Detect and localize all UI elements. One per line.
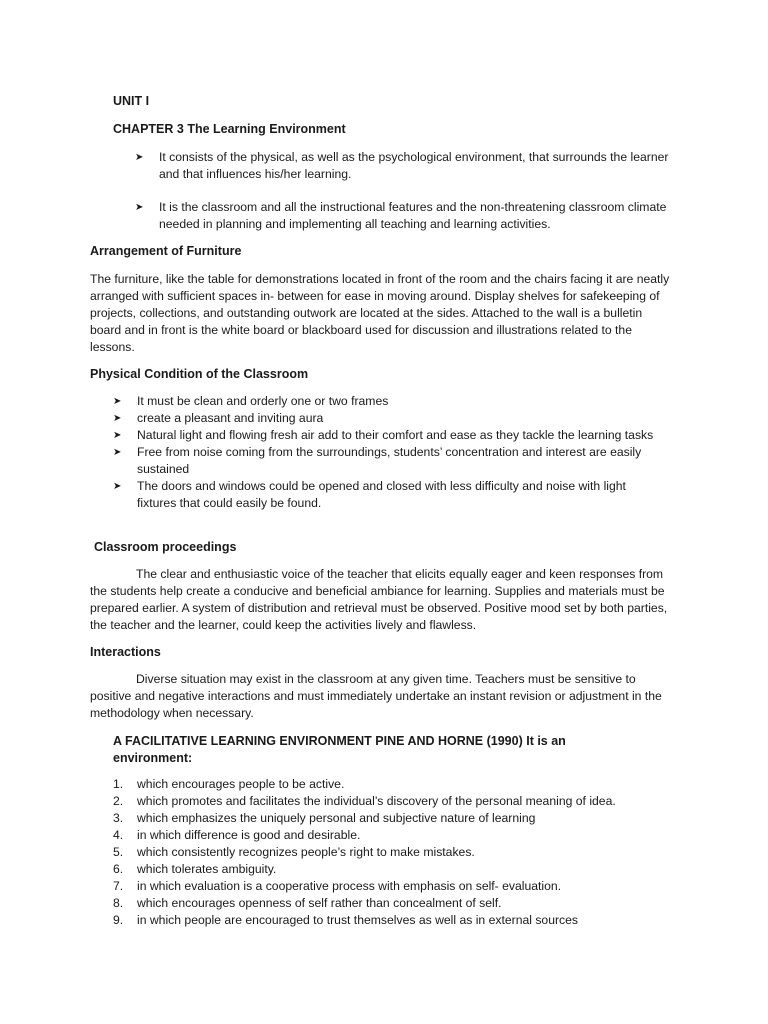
chapter-title: CHAPTER 3 The Learning Environment xyxy=(113,122,346,136)
arrowhead-bullet-icon: ➤ xyxy=(113,413,122,424)
arrowhead-bullet-icon: ➤ xyxy=(135,152,144,163)
list-item: 8. which encourages openness of self rather than concealment of self. xyxy=(113,896,502,910)
arrangement-paragraph: The furniture, like the table for demonstrations located in front of the room and the chairs facing it are neatly arranged with sufficient spaces in- between for ease in moving around. Display shelves for safekeeping of projects, collections, and outstanding outwork are located at the sides. Attached to the wall is a bulletin board and in front is the white board or blackboard used for discussion and illustrations related to the lessons. xyxy=(90,272,670,354)
arrowhead-bullet-icon: ➤ xyxy=(135,202,144,213)
section-heading-interactions: Interactions xyxy=(90,645,161,659)
list-item: ➤ Free from noise coming from the surroundings, students’ concentration and interest are easily sustained xyxy=(113,445,642,476)
arrowhead-bullet-icon: ➤ xyxy=(113,481,122,492)
list-item: ➤ It must be clean and orderly one or two frames xyxy=(113,394,389,408)
section-heading-arrangement: Arrangement of Furniture xyxy=(90,244,242,258)
list-item: ➤ It consists of the physical, as well as the psychological environment, that surrounds the learner and that influences his/her learning. xyxy=(135,150,669,181)
list-item: 5. which consistently recognizes people’s right to make mistakes. xyxy=(113,845,475,859)
section-heading-physical: Physical Condition of the Classroom xyxy=(90,367,309,381)
list-item: 4. in which difference is good and desirable. xyxy=(113,828,361,842)
interactions-paragraph: Diverse situation may exist in the classroom at any given time. Teachers must be sensitive to positive and negative interactions and must immediately undertake an instant revision or adjustment in the methodology when necessary. xyxy=(90,672,662,720)
list-item: 6. which tolerates ambiguity. xyxy=(113,862,277,876)
facilitative-numbered-list xyxy=(113,776,673,929)
arrowhead-bullet-icon: ➤ xyxy=(113,430,122,441)
list-item: 1. which encourages people to be active. xyxy=(113,777,345,791)
arrowhead-bullet-icon: ➤ xyxy=(113,396,122,407)
list-item: 2. which promotes and facilitates the individual’s discovery of the personal meaning of idea. xyxy=(113,794,616,808)
intro-bullet-list xyxy=(135,149,675,233)
list-item: 3. which emphasizes the uniquely personal and subjective nature of learning xyxy=(113,811,536,825)
physical-bullet-list xyxy=(113,393,668,512)
unit-label: UNIT I xyxy=(113,94,150,108)
list-item: ➤ create a pleasant and inviting aura xyxy=(113,411,324,425)
arrowhead-bullet-icon: ➤ xyxy=(113,447,122,458)
proceedings-paragraph: The clear and enthusiastic voice of the teacher that elicits equally eager and keen responses from the students help create a conducive and beneficial ambiance for learning. Supplies and materials must be prepared earlier. A system of distribution and retrieval must be observed. Positive mood set by both parties, the teacher and the learner, could keep the activities lively and flawless. xyxy=(90,567,668,632)
section-heading-facilitative: A FACILITATIVE LEARNING ENVIRONMENT PINE AND HORNE (1990) It is an environment: xyxy=(113,734,566,765)
list-item: ➤ The doors and windows could be opened and closed with less difficulty and noise with light fixtures that could easily be found. xyxy=(113,479,626,510)
list-item: ➤ Natural light and flowing fresh air add to their comfort and ease as they tackle the learning tasks xyxy=(113,428,654,442)
section-heading-proceedings: Classroom proceedings xyxy=(94,540,237,554)
list-item: 7. in which evaluation is a cooperative process with emphasis on self- evaluation. xyxy=(113,879,562,893)
list-item: 9. in which people are encouraged to trust themselves as well as in external sources xyxy=(113,913,579,927)
list-item: ➤ It is the classroom and all the instructional features and the non-threatening classroom climate needed in planning and implementing all teaching and learning activities. xyxy=(135,200,667,231)
